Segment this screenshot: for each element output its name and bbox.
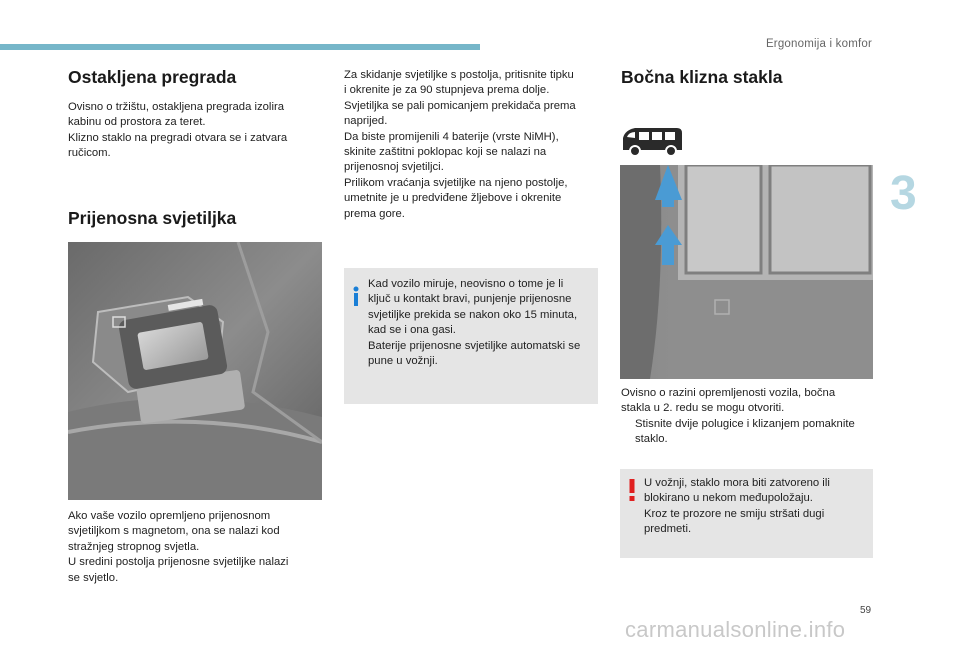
text-line: svjetiljke prekida se nakon oko 15 minuta, <box>368 308 578 321</box>
chapter-number: 3 <box>890 167 917 220</box>
info-box <box>344 268 598 404</box>
watermark: carmanualsonline.info <box>625 617 846 642</box>
bullet-marker <box>621 417 635 448</box>
text-line: Prilikom vraćanja svjetiljke na njeno postolje, <box>344 176 568 189</box>
text-line: pune u vožnji. <box>368 355 438 368</box>
text-line: Kad vozilo miruje, neovisno o tome je li <box>368 278 564 290</box>
text-line: svjetiljkom s magnetom, ona se nalazi kod <box>68 525 280 538</box>
text-line: Baterije prijenosne svjetiljke automatski se <box>368 339 581 352</box>
text-line: umetnite je u predviđene žljebove i okrenite <box>344 192 562 205</box>
text-line: Svjetiljka se pali pomicanjem prekidača prema <box>344 99 576 112</box>
text-line: U sredini postolja prijenosne svjetiljke nalazi <box>68 556 289 569</box>
text-line: kabinu od prostora za teret. <box>68 116 206 129</box>
heading-ostakljena-pregrada: Ostakljena pregrada <box>68 67 237 87</box>
warning-icon <box>628 479 636 501</box>
van-icon <box>619 124 685 160</box>
text-line: blokirano u nekom međupoložaju. <box>644 492 813 505</box>
heading-prijenosna-svjetiljka: Prijenosna svjetiljka <box>68 208 237 228</box>
text-line: Da biste promijenili 4 baterije (vrste NiMH), <box>344 130 559 143</box>
paragraph-svjetiljka-usage <box>344 68 604 222</box>
header-accent-bar <box>0 44 480 50</box>
text-line: i okrenite je za 90 stupnjeva prema dolje. <box>344 84 550 97</box>
text-line: stražnjeg stropnog svjetla. <box>68 540 200 553</box>
text-line: predmeti. <box>644 523 692 536</box>
page-number: 59 <box>860 605 872 616</box>
text-line: U vožnji, staklo mora biti zatvoreno ili <box>644 477 830 489</box>
paragraph-svjetiljka-location <box>68 509 328 586</box>
sliding-window-illustration <box>620 165 873 379</box>
text-line: ručicom. <box>68 147 111 160</box>
text-line: Stisnite dvije polugice i klizanjem pomaknite <box>635 417 855 430</box>
heading-bocna-klizna-stakla: Bočna klizna stakla <box>621 67 783 87</box>
warning-box <box>620 469 873 558</box>
text-line: Klizno staklo na pregradi otvara se i zatvara <box>68 131 288 144</box>
text-line: prijenosnoj svjetiljci. <box>344 161 444 174</box>
text-line: se svjetlo. <box>68 571 119 584</box>
info-icon <box>351 286 361 306</box>
portable-lamp-illustration <box>68 242 322 500</box>
text-line: prema gore. <box>344 207 405 220</box>
text-line: stakla u 2. redu se mogu otvoriti. <box>621 402 785 415</box>
text-line: Kroz te prozore ne smiju stršati dugi <box>644 507 825 520</box>
paragraph-pregrada <box>68 100 318 162</box>
bullet-item <box>621 417 881 448</box>
text-line: staklo. <box>635 433 668 446</box>
text-line: Ovisno o tržištu, ostakljena pregrada izolira <box>68 101 284 113</box>
paragraph-stakla <box>621 386 881 448</box>
text-line: ključ u kontakt bravi, punjenje prijenosne <box>368 293 572 306</box>
text-line: skinite zaštitni poklopac koji se nalazi na <box>344 146 547 159</box>
text-line: Ovisno o razini opremljenosti vozila, bočna <box>621 387 836 399</box>
section-title: Ergonomija i komfor <box>765 38 872 50</box>
text-line: naprijed. <box>344 115 388 128</box>
text-line: Za skidanje svjetiljke s postolja, pritisnite tipku <box>344 69 574 81</box>
text-line: Ako vaše vozilo opremljeno prijenosnom <box>68 510 271 522</box>
text-line: kad se i ona gasi. <box>368 324 456 337</box>
